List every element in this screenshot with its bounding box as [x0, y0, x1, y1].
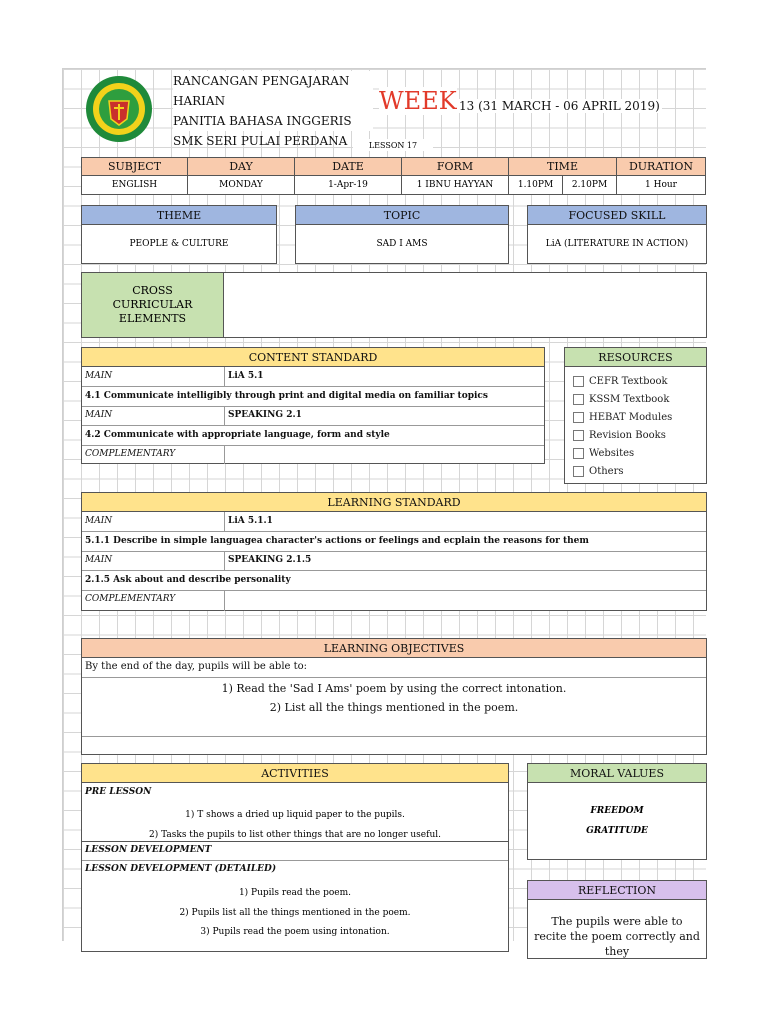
resource-revision[interactable]: Revision Books — [573, 430, 666, 441]
content-standard-table — [81, 366, 545, 464]
focused-skill-value: LiA (LITERATURE IN ACTION) — [527, 224, 707, 264]
ls-main2-label: MAIN — [85, 555, 113, 565]
objectives-intro: By the end of the day, pupils will be able to: — [85, 661, 308, 672]
checkbox-icon[interactable] — [573, 394, 584, 405]
cs-main2-code: SPEAKING 2.1 — [228, 410, 302, 420]
week-value: 13 (31 MARCH - 06 APRIL 2019) — [459, 99, 660, 113]
week-label: WEEK — [379, 87, 457, 115]
subject-value: ENGLISH — [81, 175, 188, 195]
checkbox-icon[interactable] — [573, 412, 584, 423]
resources-header: RESOURCES — [564, 347, 707, 367]
header-school: SMK SERI PULAI PERDANA — [173, 134, 348, 148]
moral-value-gratitude: GRATITUDE — [586, 826, 648, 836]
form-value: 1 IBNU HAYYAN — [401, 175, 509, 195]
cross-curricular-value — [225, 273, 706, 337]
time-header: TIME — [508, 157, 617, 176]
activities-body — [81, 782, 509, 952]
learning-objectives-body — [81, 657, 707, 755]
focused-skill-header: FOCUSED SKILL — [527, 205, 707, 225]
learning-standard-header: LEARNING STANDARD — [81, 492, 707, 512]
day-header: DAY — [187, 157, 295, 176]
resource-hebat[interactable]: HEBAT Modules — [573, 412, 672, 423]
ls-main-desc: 5.1.1 Describe in simple languagea character's actions or feelings and ecplain the reasons for them — [85, 536, 589, 546]
resources-list — [564, 366, 707, 484]
dev-item-3: 3) Pupils read the poem using intonation. — [200, 927, 390, 937]
objective-1: 1) Read the 'Sad I Ams' poem by using the correct intonation. — [221, 681, 567, 695]
reflection-text: The pupils were able to recite the poem correctly and they — [534, 915, 700, 958]
cs-main2-desc: 4.2 Communicate with appropriate language, form and style — [85, 430, 390, 440]
learning-objectives-header: LEARNING OBJECTIVES — [81, 638, 707, 658]
moral-values-header: MORAL VALUES — [527, 763, 707, 783]
ls-main-label: MAIN — [85, 516, 113, 526]
school-logo — [85, 75, 153, 143]
theme-value: PEOPLE & CULTURE — [81, 224, 277, 264]
cs-main2-label: MAIN — [85, 410, 113, 420]
cs-comp-label: COMPLEMENTARY — [85, 449, 176, 459]
header-title: RANCANGAN PENGAJARAN HARIAN — [173, 74, 350, 108]
cs-main-desc: 4.1 Communicate intelligibly through print and digital media on familiar topics — [85, 391, 488, 401]
subject-header: SUBJECT — [81, 157, 188, 176]
checkbox-icon[interactable] — [573, 466, 584, 477]
reflection-header: REFLECTION — [527, 880, 707, 900]
duration-header: DURATION — [616, 157, 706, 176]
date-header: DATE — [294, 157, 402, 176]
theme-header: THEME — [81, 205, 277, 225]
duration-value: 1 Hour — [616, 175, 706, 195]
lesson-development-detailed-label: LESSON DEVELOPMENT (DETAILED) — [85, 864, 277, 874]
form-header: FORM — [401, 157, 509, 176]
content-standard-header: CONTENT STANDARD — [81, 347, 545, 367]
time-end-value: 2.10PM — [562, 175, 617, 195]
time-start-value: 1.10PM — [508, 175, 563, 195]
lesson-plan-sheet — [62, 68, 706, 958]
learning-standard-table — [81, 511, 707, 611]
activities-header: ACTIVITIES — [81, 763, 509, 783]
header-panel: PANITIA BAHASA INGGERIS — [173, 114, 352, 128]
cs-main-code: LiA 5.1 — [228, 371, 264, 381]
cross-curricular-label: CROSS CURRICULAR ELEMENTS — [82, 273, 224, 337]
moral-values-body — [527, 782, 707, 860]
cs-main-label: MAIN — [85, 371, 113, 381]
ls-main2-code: SPEAKING 2.1.5 — [228, 555, 312, 565]
ls-main2-desc: 2.1.5 Ask about and describe personality — [85, 575, 291, 585]
ls-main-code: LiA 5.1.1 — [228, 516, 273, 526]
lesson-development-label: LESSON DEVELOPMENT — [85, 845, 212, 855]
date-value: 1-Apr-19 — [294, 175, 402, 195]
moral-value-freedom: FREEDOM — [590, 806, 644, 816]
info-table — [81, 157, 707, 197]
checkbox-icon[interactable] — [573, 448, 584, 459]
dev-item-1: 1) Pupils read the poem. — [238, 888, 352, 898]
day-value: MONDAY — [187, 175, 295, 195]
dev-item-2: 2) Pupils list all the things mentioned in the poem. — [179, 908, 411, 918]
pre-lesson-item-2: 2) Tasks the pupils to list other things that are no longer useful. — [148, 830, 441, 840]
ls-comp-label: COMPLEMENTARY — [85, 594, 176, 604]
topic-header: TOPIC — [295, 205, 509, 225]
resource-others[interactable]: Others — [573, 466, 624, 477]
lesson-number: LESSON 17 — [353, 139, 433, 151]
reflection-body — [527, 899, 707, 959]
resource-cefr[interactable]: CEFR Textbook — [573, 376, 668, 387]
header-school-block — [173, 71, 373, 148]
objective-2: 2) List all the things mentioned in the poem. — [269, 700, 519, 714]
resource-websites[interactable]: Websites — [573, 448, 634, 459]
checkbox-icon[interactable] — [573, 376, 584, 387]
pre-lesson-label: PRE LESSON — [85, 787, 152, 797]
topic-value: SAD I AMS — [295, 224, 509, 264]
checkbox-icon[interactable] — [573, 430, 584, 441]
pre-lesson-item-1: 1) T shows a dried up liquid paper to the pupils. — [185, 810, 405, 820]
resource-kssm[interactable]: KSSM Textbook — [573, 394, 669, 405]
